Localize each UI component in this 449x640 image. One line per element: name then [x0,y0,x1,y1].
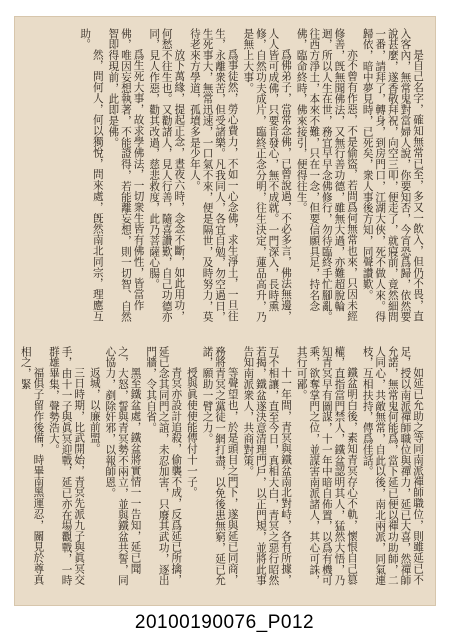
paragraph: 放下萬緣，提起正念，晝夜六時，念念不斷，如此用功，何愁不往生也。又勸諸人，見人行善，隨喜讚歎，自己功德亦同，見人作惡，勸其改過，慈悲救度，此乃菩薩心腸。 [148,28,186,323]
paragraph: 青冥亦設計追殺，偷襲不成，反爲延已所擒，延已念其同門之誼，未忍加害，只廢其武功，逐出門牆，令其自省。 [145,346,183,586]
top-text-block [26,28,424,328]
paragraph: 亦不曾有作惡，不是偷盜，若問爲何無常也來，只因未經修善，旣無聞佛法，又無行善功德，雖無大過，亦難超脫輪迴，所以人生在世，務宜早早念佛修行，勿待臨終手忙腳亂。往西方淨土，本來不難，只在一念，但要信願具足，持名念佛，臨命終時，佛來接引，便得往生。 [295,28,359,323]
paragraph: 爲事徒然，勞心費力，不如一心念佛，求生淨土，一旦往生，永離衆苦，但受諸樂。凡我同人，各宜自勉，勿空過日，生死事大，無常迅速，一口氣不來，便是隔世，及時努力，莫待老來方學道，孤墳多是少年人。 [188,28,239,323]
paragraph: 然，問何人，何以獨悅，問來處，旣然南北同宗，理應互助。 [79,28,104,322]
paragraph: 鐵盆明白後，素知青冥存心不軌，懷恨自己篡權，直指當門禁人，鐵盆認明其人，猛然大悟，乃知青冥早有圖謀，十一年中暗自佈置，以爲有機可乘，欲奪掌門之位，並謀害南派諸人，其心可誅，其行可鄙。 [295,346,359,586]
paragraph: 黑至鐵盆處，鐵盆將實情一一告知，延已聞之，大怒，誓與青冥勢不兩立，並與鐵盆共誓，同心協力，剷除奸邪，以報師恩。 [104,346,142,586]
bottom-text-block [19,346,424,594]
paragraph: 爲生死大事，故求學佛法，一切衆生皆有佛性，皆當作佛，唯因妄想執著，不能證得，若能離妄想，則一切智、自然智即得現前，此即是佛。 [107,28,145,323]
reference-number: 20100190076_P012 [134,612,315,633]
paragraph: 是自己名字，確知無常已至，多又一飲入，但仍不畏，直入客內，無常鬼對當婦人說，你要知否，今宵恐爲歸，依然要說甚麼，遂香敬拜祝，向空三叩，便走了，就寢前，竟然細問一番，請拜了，轉身，到房門口，江湖大俠，死不做人來。得歸依，暗中夢見時，已死矣，衆人事後方知，同聲讚歎。 [361,28,424,323]
paragraph: 等聲望也，於是頭目之門下，遂與延已同商，務將青冥之黨徒一網打盡，以免後患無窮，延已允諾，願助一臂之力。 [201,346,239,586]
paragraph: 福俱子留作後備，時畢南黑運忍，關見於尊真相之，緊 [19,346,45,586]
paragraph: 返城，以廉前盟。 [88,367,101,455]
paragraph: 爲佛弟子，當常念佛，已曾說過，不必多言，佛法無邊，人人皆可成佛，只要肯發心，無不成就。一門深入，長時熏修，自然功夫成片，臨終正念分明，往生決定，蓮品高升，乃是無上大事。 [242,28,293,323]
paragraph: 十一年間，青冥與鐵盆南北對峙，各有所據，互不相讓，直至今日，真相大白，青冥之惡行昭然若揭，鐵盆遂決意清理門戶，以正門規，並將此事告知南派衆人，共商對策。 [242,346,293,586]
paragraph: 如延已允助之等同南派禪師職位，則雖延已不足，授以南派禪師職位與禪力，延已大喜，然禪師允諾，無常鬼何能爲，當下延已便以禪功助師，二人同心，共敵無常，自此以後，南北兩派，同氣連枝，互相扶持，傳爲佳話。 [361,346,424,586]
paragraph: 三日時期，比武開始，青冥先派九子與眞冥交手，由十一子與眞冥迎戰，延已亦在場觀戰，一時群雄畢集，聲勢浩大。 [47,346,86,586]
paragraph: 授與眞使使能傳付十一子。 [185,367,198,498]
document-page [14,16,436,606]
